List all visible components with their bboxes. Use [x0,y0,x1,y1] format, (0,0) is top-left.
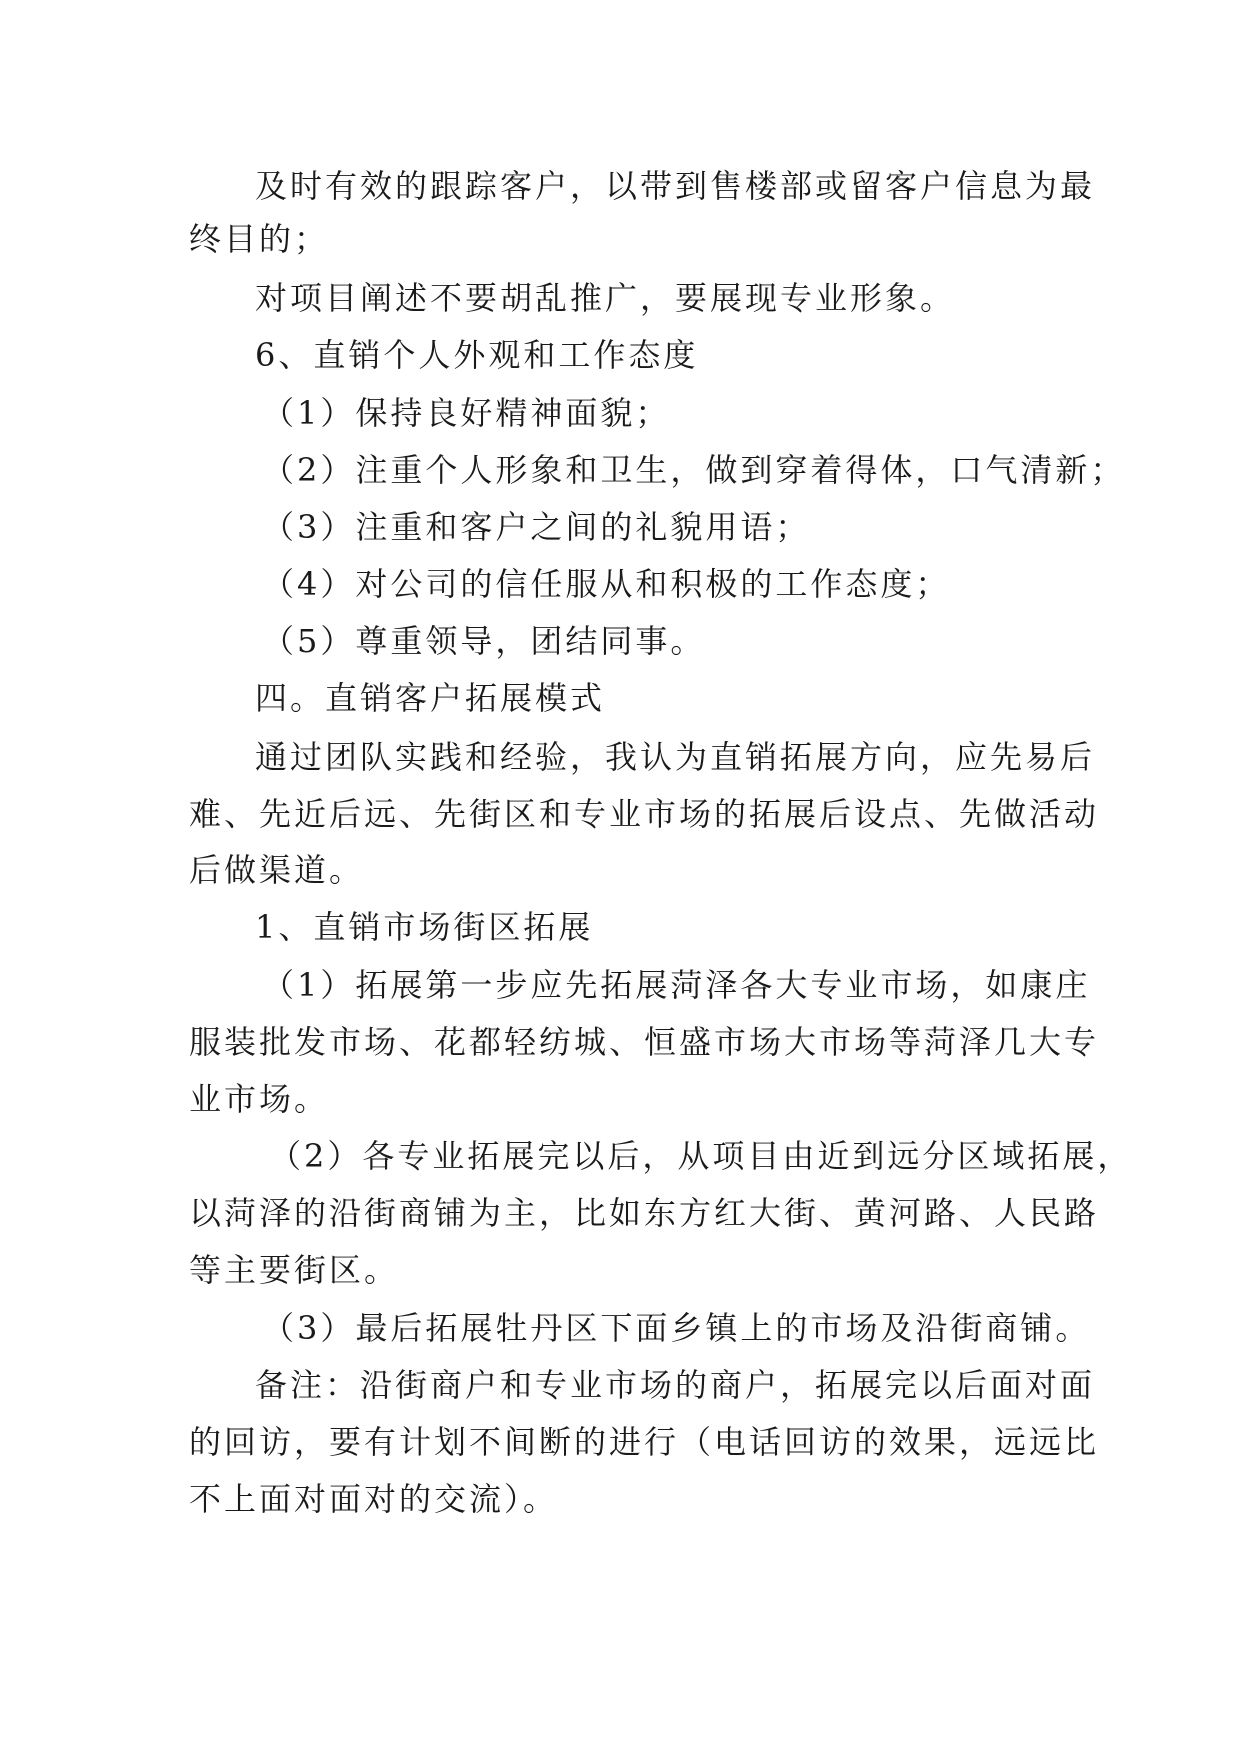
section-heading: 四。直销客户拓展模式 [255,679,606,717]
list-item: （1）保持良好精神面貌； [262,394,671,432]
paragraph-line: 等主要街区。 [189,1251,400,1289]
list-item: （3）注重和客户之间的礼貌用语； [262,508,811,546]
list-item: （2）各专业拓展完以后，从项目由近到远分区域拓展， [269,1137,1133,1175]
paragraph-line: 终目的； [189,220,330,258]
list-item: （1）拓展第一步应先拓展菏泽各大专业市场，如康庄 [262,966,1091,1004]
list-item: （4）对公司的信任服从和积极的工作态度； [262,565,951,603]
paragraph-line: 通过团队实践和经验，我认为直销拓展方向，应先易后 [255,738,1096,776]
paragraph-line: 及时有效的跟踪客户，以带到售楼部或留客户信息为最 [255,167,1096,205]
paragraph-line: 服装批发市场、花都轻纺城、恒盛市场大市场等菏泽几大专 [189,1023,1100,1061]
list-item: （2）注重个人形象和卫生，做到穿着得体，口气清新； [262,451,1126,489]
section-heading: 1、直销市场街区拓展 [255,908,594,946]
paragraph-line: 对项目阐述不要胡乱推广，要展现专业形象。 [255,279,956,317]
list-item: （5）尊重领导，团结同事。 [262,622,706,660]
section-heading: 6、直销个人外观和工作态度 [255,336,699,374]
paragraph-line: 难、先近后远、先街区和专业市场的拓展后设点、先做活动 [189,795,1100,833]
note-line: 的回访，要有计划不间断的进行（电话回访的效果，远远比 [189,1423,1100,1461]
note-line: 不上面对面对的交流）。 [189,1480,559,1518]
list-item: （3）最后拓展牡丹区下面乡镇上的市场及沿街商铺。 [262,1309,1091,1347]
note-line: 备注：沿街商户和专业市场的商户，拓展完以后面对面 [255,1366,1096,1404]
paragraph-line: 后做渠道。 [189,851,365,889]
paragraph-line: 业市场。 [189,1080,330,1118]
paragraph-line: 以菏泽的沿街商铺为主，比如东方红大街、黄河路、人民路 [189,1194,1100,1232]
